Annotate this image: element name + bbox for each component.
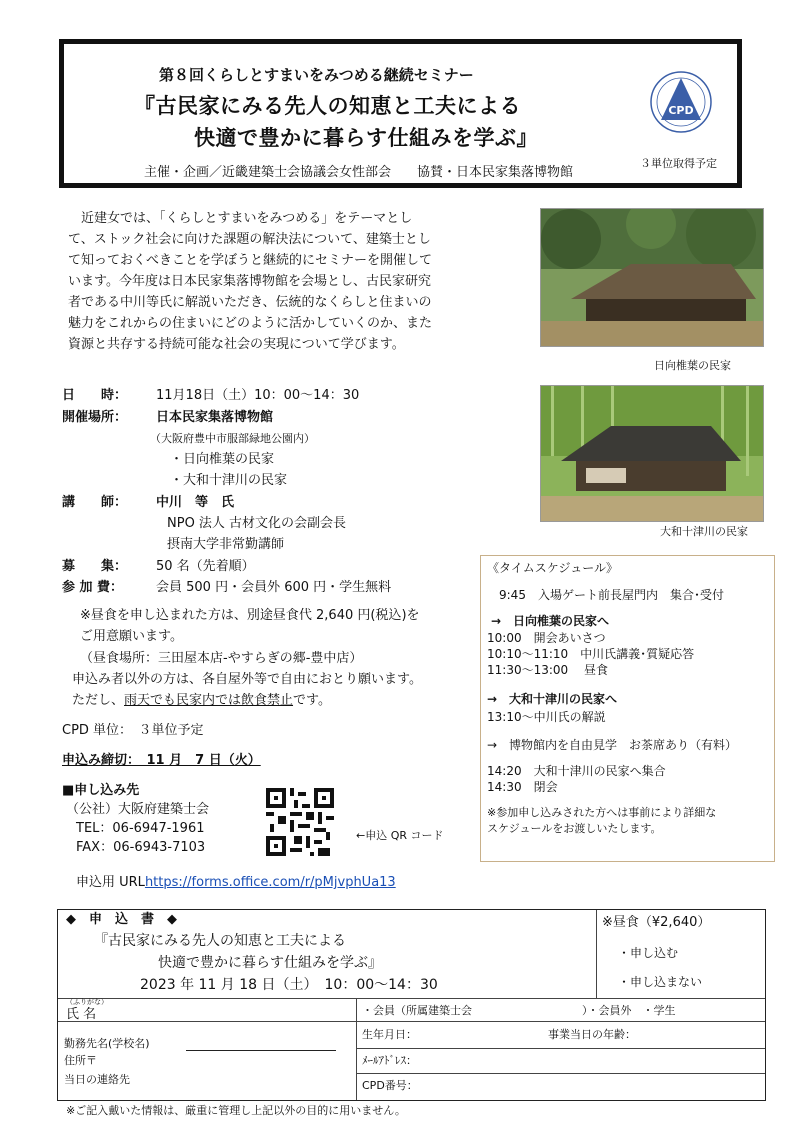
schedule-line: → 日向椎葉の民家へ	[491, 614, 610, 628]
form-date: 2023 年 11 月 18 日（土） 10：00～14：30	[140, 977, 438, 993]
schedule-line: 9:45 入場ゲート前長屋門内 集合･受付	[487, 588, 724, 602]
contact-label: 当日の連絡先	[64, 1073, 130, 1086]
contact-heading: ■申し込み先	[62, 783, 140, 798]
schedule-line: 13:10～中川氏の解説	[487, 710, 606, 724]
age-label: 事業当日の年齢：	[548, 1028, 636, 1041]
birthdate-label: 生年月日：	[362, 1028, 417, 1041]
form-title-1: 『古民家にみる先人の知恵と工夫による	[94, 933, 346, 949]
fee-value: 会員 500 円・会員外 600 円・学生無料	[156, 580, 392, 595]
url-line: 申込用 URLhttps://forms.office.com/r/pMjvphUa13	[76, 875, 396, 890]
organizer-line: 主催・企画／近畿建築士会協議会女性部会 協賛・日本民家集落博物館	[144, 165, 574, 180]
schedule-line: 14:20 大和十津川の民家へ集合	[487, 764, 666, 778]
application-form	[57, 909, 766, 1101]
qr-label: ←申込 QR コード	[356, 829, 444, 842]
svg-text:CPD: CPD	[668, 104, 694, 117]
photo-hyuga-shiiba	[540, 208, 764, 347]
venue-value: 日本民家集落博物館	[156, 410, 274, 425]
header-box	[59, 39, 742, 188]
workplace-label: 勤務先名(学校名)	[64, 1037, 150, 1050]
note-line-3: （昼食場所：三田屋本店-やすらぎの郷-豊中店）	[80, 651, 363, 666]
contact-tel: TEL：06-6947-1961	[76, 821, 205, 836]
email-label: ﾒｰﾙｱﾄﾞﾚｽ：	[362, 1054, 417, 1067]
intro-paragraph: 近建女では、「くらしとすまいをみつめる」をテーマとし て、ストック社会に向けた課題の解決法について、建築士とし て知っておくべきことを学ぼうと継続的にセミナーを開催して います。今年度は日本民家集落博物館を会場とし、古民家研究 者である中川等氏に解説いただき、伝統的なくらしと住まいの 魅力をこれからの住まいにどのように活かしていくのか、また 資源と共存する持続可能な社会の実現について学びます。	[68, 211, 433, 352]
qr-code-icon[interactable]	[266, 788, 334, 856]
deadline-line: 申込み締切： 11 月 7 日（火）	[62, 753, 261, 768]
note-line-2: ご用意願います。	[80, 629, 183, 644]
cpd-note: ３単位取得予定	[640, 157, 717, 170]
venue-address: （大阪府豊中市服部緑地公園内）	[150, 432, 315, 445]
photo-caption-1: 日向椎葉の民家	[654, 359, 731, 372]
lecturer-label: 講 師：	[62, 495, 128, 510]
contact-org: （公社）大阪府建築士会	[66, 802, 210, 817]
application-url-link[interactable]: https://forms.office.com/r/pMjvphUa13	[144, 875, 396, 890]
capacity-value: 50 名（先着順）	[156, 559, 255, 574]
member-options[interactable]: ・会員（所属建築士会 ）・会員外 ・学生	[362, 1004, 676, 1017]
furigana-label: （ふりがな）	[66, 998, 108, 1006]
venue-item-1: ・日向椎葉の民家	[170, 452, 275, 467]
schedule-line: 10:00 開会あいさつ	[487, 631, 606, 645]
name-label: 氏 名	[66, 1007, 97, 1022]
schedule-box	[480, 555, 775, 862]
lunch-title: ※昼食（¥2,640）	[602, 915, 711, 930]
capacity-label: 募 集：	[62, 559, 128, 574]
schedule-title: 《タイムスケジュール》	[487, 561, 619, 575]
cpd-logo-icon	[649, 70, 713, 134]
schedule-line: 11:30～13:00 昼食	[487, 663, 608, 677]
address-label: 住所〒	[64, 1054, 97, 1067]
lecturer-role-2: 摂南大学非常勤講師	[167, 537, 285, 552]
photo-caption-2: 大和十津川の民家	[660, 525, 748, 538]
seminar-subtitle: 第８回くらしとすまいをみつめる継続セミナー	[159, 66, 474, 84]
date-label: 日 時：	[62, 388, 128, 403]
note-line-1: ※昼食を申し込まれた方は、別途昼食代 2,640 円(税込)を	[80, 608, 420, 623]
workplace-field[interactable]	[186, 1050, 336, 1051]
title-line-2: 快適で豊かに暮らす仕組みを学ぶ』	[194, 126, 538, 150]
schedule-note-2: スケジュールをお渡しいたします。	[487, 822, 662, 835]
note-line-5: ただし、雨天でも民家内では飲食禁止です。	[72, 693, 331, 708]
note-line-4: 申込み者以外の方は、各自屋外等で自由におとり願います。	[72, 672, 422, 687]
schedule-note-1: ※参加申し込みされた方へは事前により詳細な	[487, 806, 717, 819]
lunch-option-no[interactable]: ・申し込まない	[618, 975, 703, 989]
contact-fax: FAX：06-6943-7103	[76, 840, 206, 855]
photo-yamato-totsukawa	[540, 385, 764, 522]
privacy-note: ※ご記入戴いた情報は、厳重に管理し上記以外の目的に用いません。	[66, 1104, 406, 1117]
schedule-line: → 大和十津川の民家へ	[487, 692, 618, 706]
lecturer-role-1: NPO 法人 古材文化の会副会長	[167, 516, 347, 531]
cpd-units-line: CPD 単位： ３単位予定	[62, 723, 204, 738]
venue-item-2: ・大和十津川の民家	[170, 473, 288, 488]
cpd-number-label: CPD番号：	[362, 1079, 418, 1092]
schedule-line: 14:30 閉会	[487, 780, 558, 794]
lunch-option-yes[interactable]: ・申し込む	[618, 946, 679, 960]
schedule-line: 10:10～11:10 中川氏講義･質疑応答	[487, 647, 695, 661]
venue-label: 開催場所：	[62, 410, 128, 425]
form-heading: ◆ 申 込 書 ◆	[66, 912, 177, 927]
lecturer-name: 中川 等 氏	[156, 495, 235, 510]
title-line-1: 『古民家にみる先人の知恵と工夫による	[134, 94, 521, 118]
date-value: 11月18日（土）10：00～14：30	[156, 388, 360, 403]
schedule-line: → 博物館内を自由見学 お茶席あり（有料）	[487, 738, 738, 752]
fee-label: 参 加 費：	[62, 580, 124, 595]
form-title-2: 快適で豊かに暮らす仕組みを学ぶ』	[158, 955, 382, 971]
